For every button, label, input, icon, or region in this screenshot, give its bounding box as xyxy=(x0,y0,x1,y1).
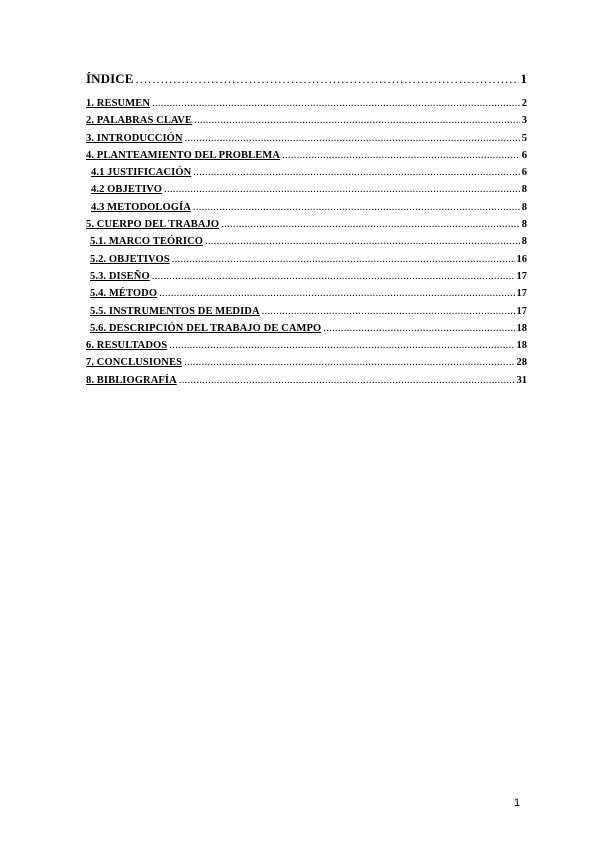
toc-entry-page: 8 xyxy=(521,201,527,213)
toc-entry-label: 1. RESUMEN xyxy=(86,98,151,109)
toc-entry-page: 8 xyxy=(521,184,527,196)
toc-entry-page: 6 xyxy=(521,149,527,161)
toc-entry-label: 4.2 OBJETIVO xyxy=(91,184,163,196)
toc-entry-page: 3 xyxy=(521,115,527,127)
toc-entry-conclusiones[interactable] xyxy=(86,354,527,371)
dot-leader xyxy=(193,164,519,181)
toc-entry-page: 31 xyxy=(516,374,527,386)
toc-entry-justificacion[interactable] xyxy=(86,164,527,181)
toc-entry-page: 5 xyxy=(521,132,527,144)
toc-entry-page: 18 xyxy=(516,322,527,334)
toc-entry-label: 6. RESULTADOS xyxy=(86,340,168,352)
toc-entry-metodo[interactable] xyxy=(86,285,527,302)
toc-entry-label: 5.6. DESCRIPCIÓN DEL TRABAJO DE CAMPO xyxy=(90,322,322,334)
toc-entry-metodologia[interactable] xyxy=(86,199,527,216)
dot-leader xyxy=(169,337,514,354)
toc-entry-page: 8 xyxy=(521,219,527,231)
toc-entry-label: 4. PLANTEAMIENTO DEL PROBLEMA xyxy=(86,149,281,161)
toc-entry-introduccion[interactable] xyxy=(86,130,527,147)
toc-entry-page: 6 xyxy=(521,167,527,179)
dot-leader xyxy=(282,147,520,164)
toc-entry-page: 8 xyxy=(521,236,527,248)
dot-leader xyxy=(205,233,520,250)
dot-leader xyxy=(152,95,520,112)
toc-entry-page: 17 xyxy=(516,288,527,300)
dot-leader xyxy=(152,268,515,285)
dot-leader xyxy=(194,112,520,129)
dot-leader xyxy=(193,199,520,216)
toc-entry-label: 7. CONCLUSIONES xyxy=(86,357,183,369)
toc-title-page: 1 xyxy=(520,71,527,86)
page-number: 1 xyxy=(514,797,521,809)
dot-leader xyxy=(221,216,520,233)
toc-entry-diseno[interactable] xyxy=(86,268,527,285)
toc-title-row[interactable] xyxy=(86,69,527,89)
toc-entry-trabajo-campo[interactable] xyxy=(86,320,527,337)
dot-leader xyxy=(179,372,515,389)
toc-entry-label: 5. CUERPO DEL TRABAJO xyxy=(86,219,220,231)
toc-entry-page: 17 xyxy=(516,305,527,317)
toc-entry-page: 28 xyxy=(516,357,527,369)
toc-entry-cuerpo[interactable] xyxy=(86,216,527,233)
toc-entry-resultados[interactable] xyxy=(86,337,527,354)
dot-leader xyxy=(164,181,520,198)
toc-entry-instrumentos[interactable] xyxy=(86,303,527,320)
toc-entry-label: 5.4. MÉTODO xyxy=(90,288,158,300)
toc-entry-palabras-clave[interactable] xyxy=(86,112,527,129)
table-of-contents xyxy=(86,69,527,389)
toc-entry-label: 5.1. MARCO TEÓRICO xyxy=(90,236,204,248)
dot-leader xyxy=(185,130,520,147)
toc-entry-label: 3. INTRODUCCIÓN xyxy=(86,132,183,144)
toc-entry-label: 2. PALABRAS CLAVE xyxy=(86,115,193,127)
toc-entry-label: 4.3 METODOLOGÍA xyxy=(91,201,191,213)
toc-entry-page: 18 xyxy=(516,340,527,352)
toc-entry-objetivos[interactable] xyxy=(86,251,527,268)
toc-entry-marco-teorico[interactable] xyxy=(86,233,527,250)
dot-leader xyxy=(159,285,514,302)
dot-leader xyxy=(172,251,515,268)
dot-leader xyxy=(184,354,514,371)
toc-entry-page: 16 xyxy=(516,253,527,265)
toc-entry-resumen[interactable] xyxy=(86,95,527,112)
toc-entry-page: 2 xyxy=(521,98,527,109)
toc-entry-label: 5.3. DISEÑO xyxy=(90,270,150,282)
toc-entry-planteamiento[interactable] xyxy=(86,147,527,164)
toc-entry-label: 5.5. INSTRUMENTOS DE MEDIDA xyxy=(90,305,260,317)
toc-entry-bibliografia[interactable] xyxy=(86,372,527,389)
toc-title: ÍNDICE xyxy=(86,71,134,86)
dot-leader xyxy=(323,320,514,337)
dot-leader xyxy=(262,303,515,320)
toc-entry-label: 5.2. OBJETIVOS xyxy=(90,253,170,265)
toc-entry-page: 17 xyxy=(516,270,527,282)
toc-entry-label: 8. BIBLIOGRAFÍA xyxy=(86,374,177,386)
dot-leader xyxy=(136,69,519,89)
toc-entry-objetivo[interactable] xyxy=(86,181,527,198)
toc-entry-label: 4.1 JUSTIFICACIÓN xyxy=(91,167,192,179)
